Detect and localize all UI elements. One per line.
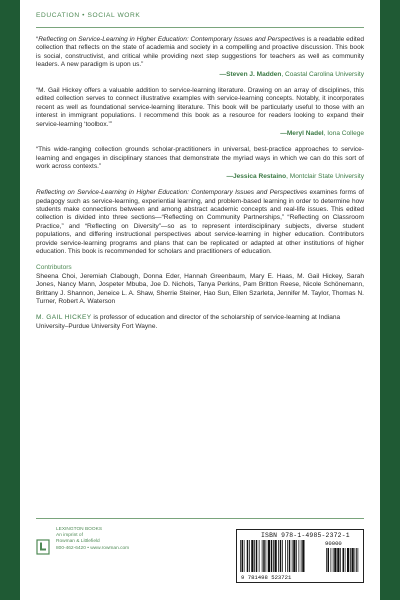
quote-mark: “	[36, 36, 39, 43]
endorsement-attribution	[36, 173, 364, 181]
endorser-affiliation: , Iona College	[323, 130, 364, 138]
lexington-books-logo-icon	[36, 539, 50, 555]
isbn-label: ISBN 978-1-4985-2372-1	[261, 532, 350, 539]
cover-text	[36, 36, 364, 331]
quote-book-title: Reflecting on Service-Learning in Higher Education: Contemporary Issues and Perspectives	[38, 36, 305, 43]
barcode-digits: 9 781498 523721	[241, 574, 292, 581]
endorsement-3	[36, 146, 364, 181]
book-summary	[36, 189, 364, 256]
publisher-parent: Rowman & Littlefield	[56, 539, 100, 545]
spacer	[36, 181, 364, 189]
publisher-name: LEXINGTON BOOKS	[56, 527, 103, 532]
top-divider	[36, 27, 364, 28]
endorser-name: —Meryl Nadel	[280, 130, 324, 138]
author-bio-text: is professor of education and director of the scholarship of service-learning at Indiana University–Purdue University Fort Wayne.	[36, 314, 341, 330]
endorsement-quote	[36, 36, 364, 70]
endorsement-attribution	[36, 71, 364, 79]
endorsement-quote: “M. Gail Hickey offers a valuable addition to service-learning literature. Drawing on an array of disciplines, this edited collection serves to connect illustrative examples with service-learning concepts. Notably, it incorporates recent as well as foundational service-learning literature. This book will be particularly useful to those with an interest in immigrant populations. I recommend this book as a resource for readers looking to expand their service-learning ‘toolbox.’”	[36, 87, 364, 128]
summary-text: examines forms of pedagogy such as service-learning, experiential learning, and problem-based learning in order to determine how students make connections between and among abstract academic concepts and real-life issues. This edited collection is divided into three sections—“Reflecting on Community Partnerships,” “Reflecting on Classroom Practice,” and “Reflecting on Diversity”—so as to represent interdisciplinary subjects, diverse student populations, and differing instructional perspectives about service-learning in higher education. Contributors provide service-learning programs and plans that can be replicated or adapted at other institutions of higher education. This book is recommended for scholars and practitioners of education.	[36, 189, 364, 255]
summary-book-title: Reflecting on Service-Learning in Higher Education: Contemporary Issues and Perspectives	[36, 189, 308, 197]
bottom-divider	[36, 518, 364, 519]
publisher-contact: 800-462-6420 • www.rowman.com	[56, 545, 130, 551]
category-label: EDUCATION • SOCIAL WORK	[36, 12, 141, 19]
endorsement-attribution	[36, 130, 364, 138]
spacer	[36, 138, 364, 146]
cover-footer	[36, 527, 364, 587]
barcode-icon	[240, 540, 362, 574]
endorser-name: —Steven J. Madden	[219, 70, 282, 78]
quote-text: is a readable edited collection that reflects on the state of academia and society in a compelling and proactive discussion. This book is social, constructivist, and critical while providing next step suggestions for teachers as well as community leaders. A new paradigm is upon us.”	[36, 36, 364, 69]
publisher-info	[56, 527, 129, 552]
endorsement-1	[36, 36, 364, 79]
back-cover	[20, 0, 380, 600]
endorser-name: —Jessica Restaino	[226, 172, 287, 180]
contributors-list: Sheena Choi, Jeremiah Clabough, Donna Eder, Hannah Greenbaum, Mary E. Haas, M. Gail Hickey, Sarah Jones, Nancy Mann, Jospeter Mbuba, Joe D. Nichols, Tanya Perkins, Pam Britton Reese, Nicole Schönemann, Brittany J. Shannon, Jeneice L. A. Shaw, Sherrie Steiner, Hao Sun, Ellen Szarleta, Jennifer M. Taylor, Thomas N. Turner, Robert A. Waterson	[36, 272, 364, 305]
spacer	[36, 79, 364, 87]
publisher-imprint-label: An imprint of	[56, 533, 83, 539]
endorser-affiliation: , Coastal Carolina University	[281, 70, 364, 78]
barcode-addon-digits: 90000	[325, 540, 342, 547]
contributors-heading: Contributors	[36, 264, 72, 272]
author-name: M. GAIL HICKEY	[36, 314, 92, 322]
endorsement-quote: “This wide-ranging collection grounds scholar-practitioners in universal, best-practice approaches to service-learning and engages in disciplinary stances that demonstrate the myriad ways in which we can do this sort of work across contexts.”	[36, 146, 364, 171]
endorser-affiliation: , Montclair State University	[286, 172, 364, 180]
endorsement-2	[36, 87, 364, 138]
author-bio	[36, 314, 364, 331]
barcode-box	[236, 529, 364, 583]
